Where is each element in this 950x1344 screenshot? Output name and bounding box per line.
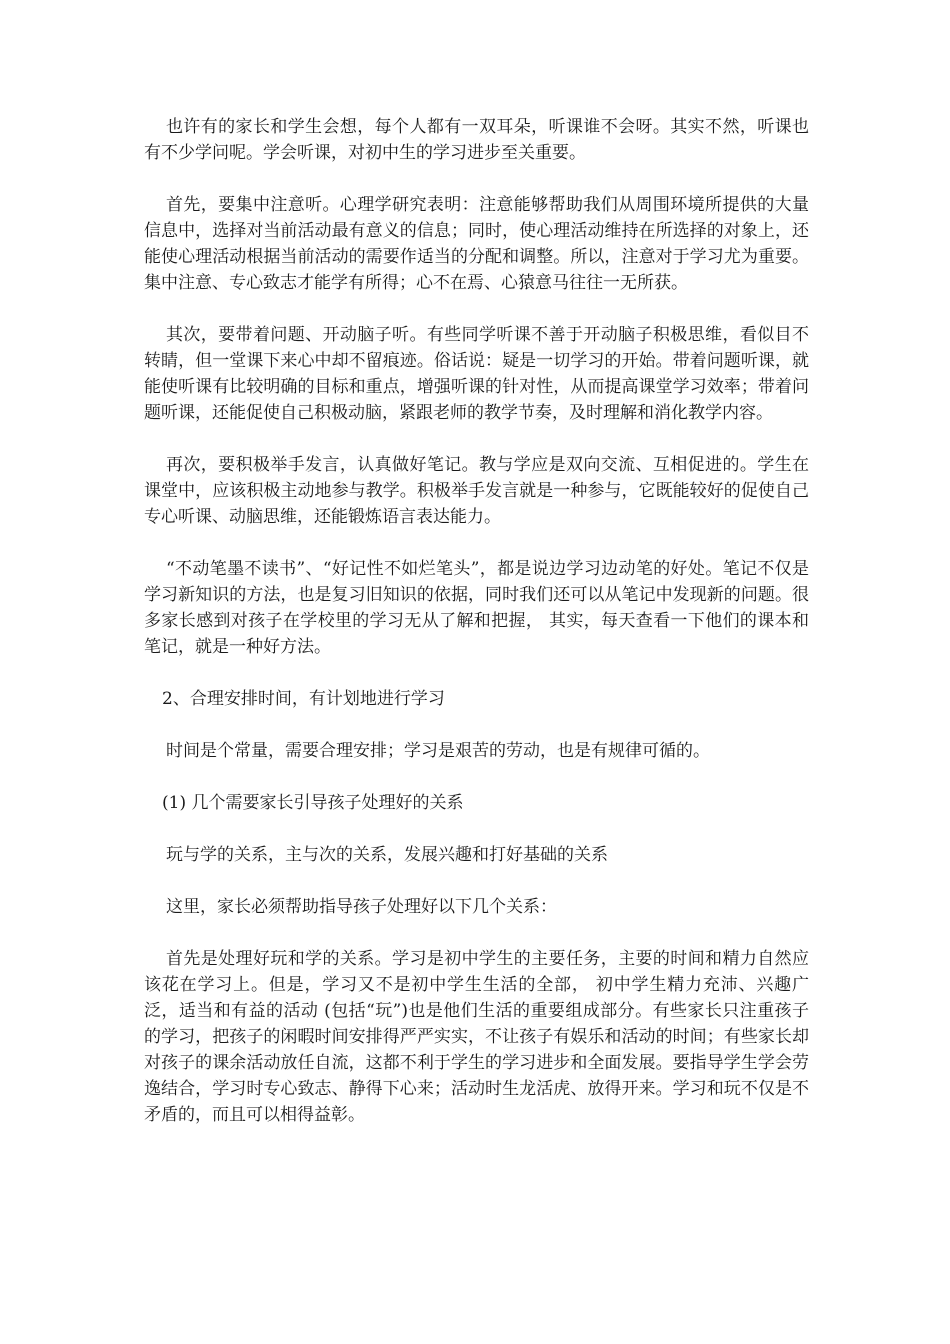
paragraph-listen-with-questions: 其次，要带着问题、开动脑子听。有些同学听课不善于开动脑子积极思维，看似目不转睛，但一堂课下来心中却不留痕迹。俗话说：疑是一切学习的开始。带着问题听课，就能使听课有比较明确的目标和重点，增强听课的针对性，从而提高课堂学习效率；带着问题听课，还能促使自己积极动脑，紧跟老师的教学节奏，及时理解和消化教学内容。	[144, 325, 809, 423]
paragraph-note-taking-benefits: “不动笔墨不读书”、“好记性不如烂笔头”，都是说边学习边动笔的好处。笔记不仅是学习新知识的方法，也是复习旧知识的依据，同时我们还可以从笔记中发现新的问题。很多家长感到对孩子在学校里的学习无从了解和把握， 其实，每天查看一下他们的课本和笔记，就是一种好方法。	[144, 559, 809, 657]
paragraph-speak-and-take-notes: 再次，要积极举手发言，认真做好笔记。教与学应是双向交流、互相促进的。学生在课堂中，应该积极主动地参与教学。积极举手发言就是一种参与，它既能较好的促使自己专心听课、动脑思维，还能锻炼语言表达能力。	[144, 455, 809, 527]
paragraph-play-and-study: 首先是处理好玩和学的关系。学习是初中学生的主要任务，主要的时间和精力自然应该花在学习上。但是，学习又不是初中学生生活的全部， 初中学生精力充沛、兴趣广泛，适当和有益的活动 (包括“玩”)也是他们生活的重要组成部分。有些家长只注重孩子的学习，把孩子的闲暇时间安排得严严实实，不让孩子有娱乐和活动的时间；有些家长却对孩子的课余活动放任自流，这都不利于学生的学习进步和全面发展。要指导学生学会劳逸结合，学习时专心致志、静得下心来；活动时生龙活虎、放得开来。学习和玩不仅是不矛盾的，而且可以相得益彰。	[144, 949, 809, 1125]
paragraph-time-constant: 时间是个常量，需要合理安排；学习是艰苦的劳动，也是有规律可循的。	[166, 741, 710, 761]
document-page	[144, 114, 809, 1154]
paragraph-relationship-list: 玩与学的关系，主与次的关系，发展兴趣和打好基础的关系	[166, 845, 608, 865]
paragraph-focus-attention: 首先，要集中注意听。心理学研究表明：注意能够帮助我们从周围环境所提供的大量信息中，选择对当前活动最有意义的信息；同时，使心理活动维持在所选择的对象上，还能使心理活动根据当前活动的需要作适当的分配和调整。所以，注意对于学习尤为重要。集中注意、专心致志才能学有所得；心不在焉、心猿意马往往一无所获。	[144, 195, 809, 293]
paragraph-intro: 也许有的家长和学生会想，每个人都有一双耳朵，听课谁不会呀。其实不然，听课也有不少学问呢。学会听课，对初中生的学习进步至关重要。	[144, 117, 809, 163]
subheading-relationships: (1) 几个需要家长引导孩子处理好的关系	[162, 793, 464, 813]
section-heading-time-planning: 2、合理安排时间，有计划地进行学习	[162, 689, 445, 709]
paragraph-parents-guide: 这里，家长必须帮助指导孩子处理好以下几个关系：	[166, 897, 557, 917]
